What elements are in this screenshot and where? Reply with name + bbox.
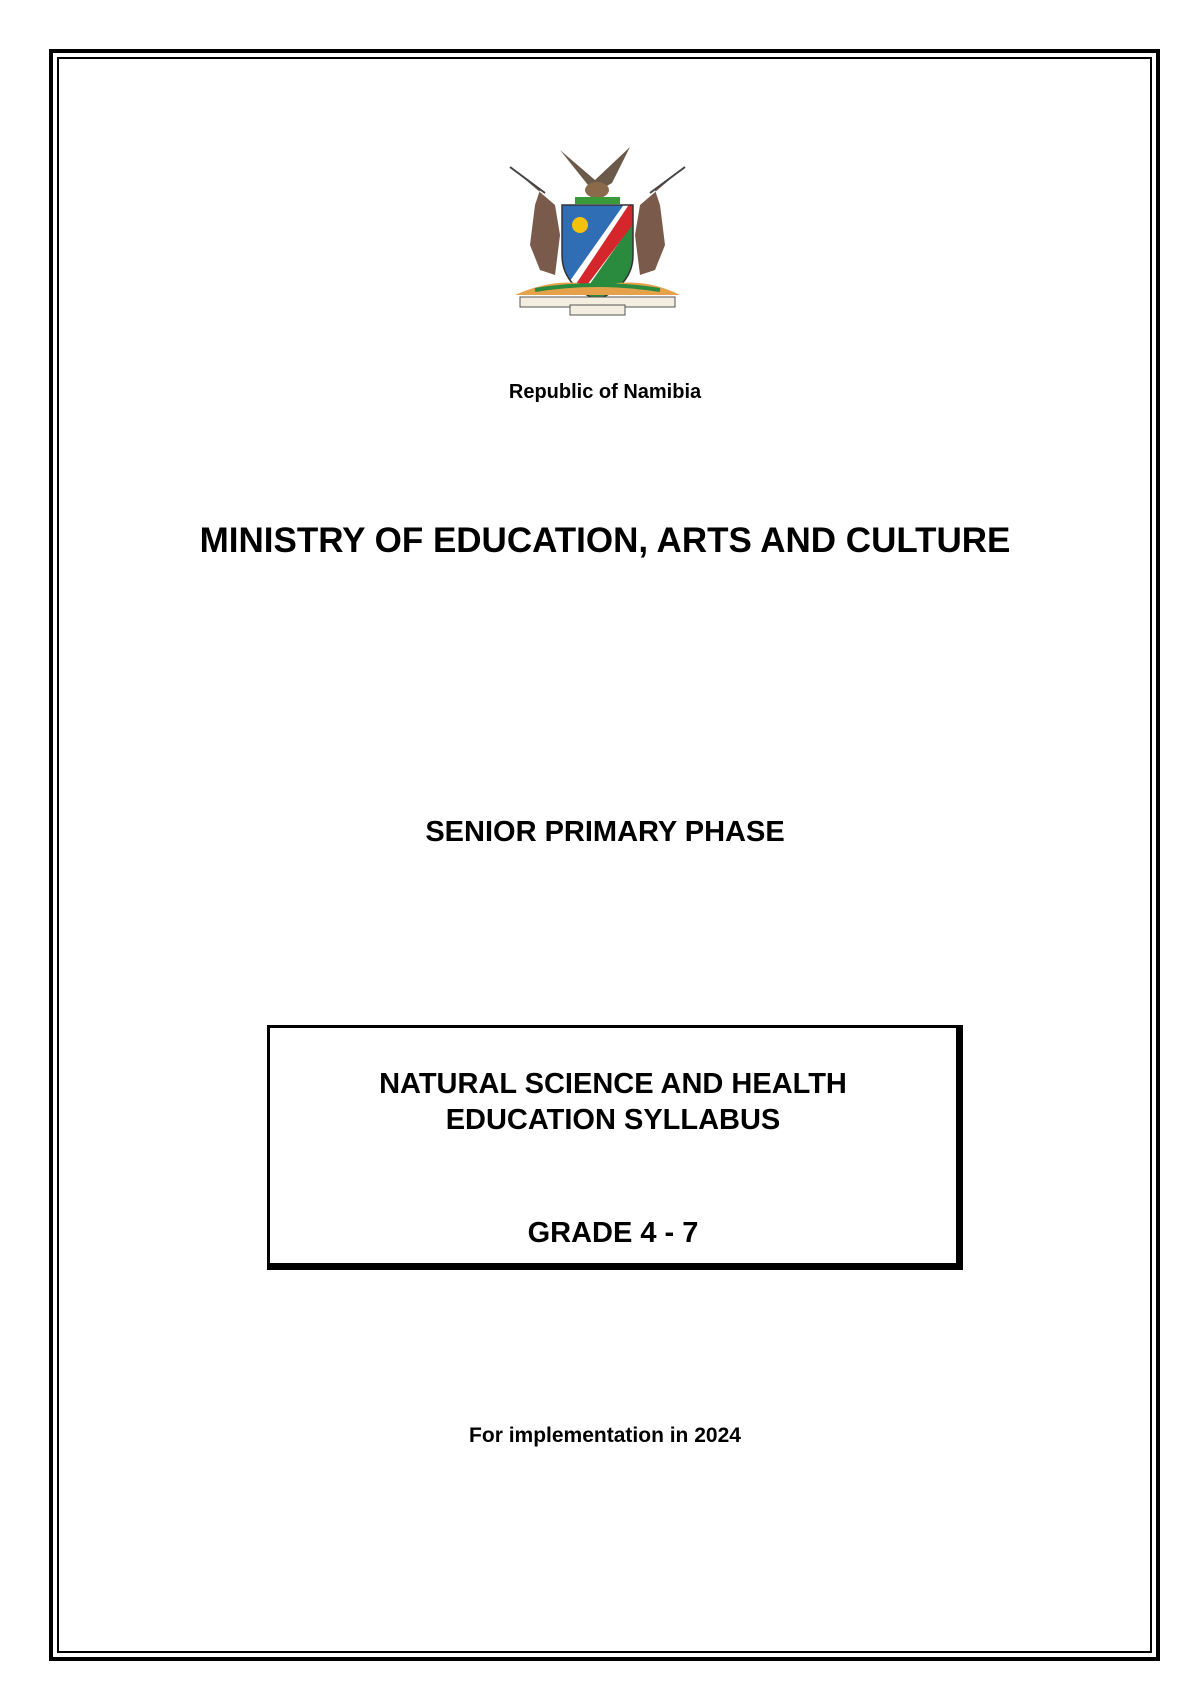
ministry-title: MINISTRY OF EDUCATION, ARTS AND CULTURE xyxy=(199,521,1011,560)
syllabus-title-line2: EDUCATION SYLLABUS xyxy=(445,1104,781,1136)
namibia-coat-of-arms-logo xyxy=(500,145,695,320)
country-name: Republic of Namibia xyxy=(508,381,702,403)
implementation-year: For implementation in 2024 xyxy=(469,1424,741,1447)
phase-heading: SENIOR PRIMARY PHASE xyxy=(425,816,785,848)
syllabus-title-line1: NATURAL SCIENCE AND HEALTH xyxy=(379,1068,847,1100)
syllabus-title-box xyxy=(267,1025,963,1270)
grade-range: GRADE 4 - 7 xyxy=(527,1217,699,1249)
